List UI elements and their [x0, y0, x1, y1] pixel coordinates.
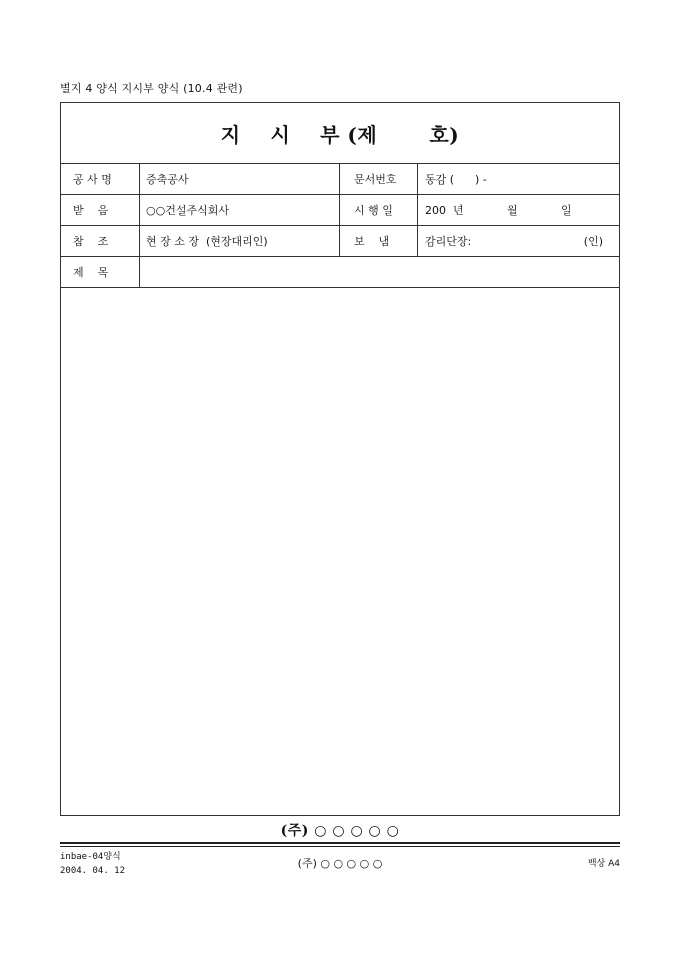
label-subject: 제 목 [61, 257, 140, 287]
form-body-area [61, 289, 619, 815]
instruction-form [60, 102, 620, 816]
form-reference-note: 별지 4 양식 지시부 양식 (10.4 관련) [60, 82, 243, 95]
row-subject [61, 257, 619, 288]
row-project-name [61, 164, 619, 195]
label-sender: 보 냄 [340, 226, 418, 256]
issue-date-month: 월 [507, 204, 518, 217]
value-issue-date [418, 195, 619, 225]
value-reference: 현 장 소 장 (현장대리인) [140, 226, 340, 256]
value-project-name: 증축공사 [140, 164, 340, 194]
label-project-name: 공 사 명 [61, 164, 140, 194]
footer-rule-thick [60, 842, 620, 844]
label-issue-date: 시 행 일 [340, 195, 418, 225]
sender-seal: (인) [583, 235, 603, 248]
footer-company: (주) ○ ○ ○ ○ ○ [297, 857, 383, 870]
label-recipient: 받 음 [61, 195, 140, 225]
row-recipient [61, 195, 619, 226]
form-title-row [61, 103, 619, 164]
footer-paper-spec: 백상 A4 [587, 859, 620, 869]
value-document-number: 동감 ( ) - [425, 173, 487, 186]
value-subject [140, 257, 619, 287]
footer-form-date: 2004. 04. 12 [60, 866, 126, 876]
label-document-number: 문서번호 [340, 164, 418, 194]
value-recipient: ○○건설주식회사 [140, 195, 340, 225]
footer-company-bold: (주) ○ ○ ○ ○ ○ [280, 823, 400, 839]
sender-supervisor: 감리단장: [425, 235, 472, 248]
issue-date-day: 일 [561, 204, 572, 217]
issue-date-year: 200 년 [425, 204, 464, 217]
row-reference [61, 226, 619, 257]
value-sender [418, 226, 619, 256]
label-reference: 참 조 [61, 226, 140, 256]
form-title: 지 시 부 (제 호) [220, 122, 460, 147]
footer-rule-thin [60, 846, 620, 847]
footer-form-code: inbae-04양식 [60, 852, 121, 862]
